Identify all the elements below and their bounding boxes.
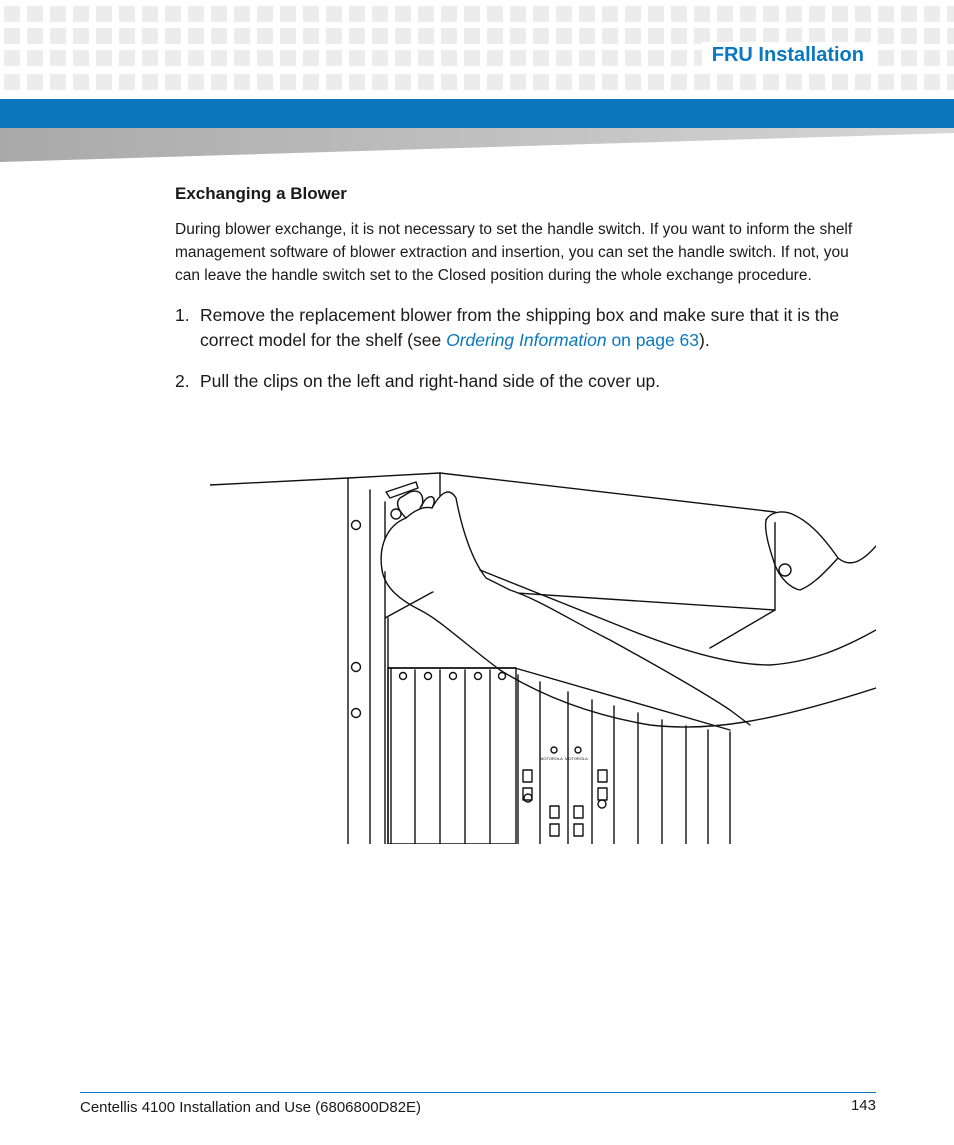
header-grid-square <box>211 28 227 44</box>
header-grid-square <box>418 28 434 44</box>
header-grid-square <box>533 6 549 22</box>
header-grid-square <box>855 74 871 90</box>
header-grid-square <box>188 50 204 66</box>
header-grid-square <box>947 74 954 90</box>
header-grid-square <box>924 74 940 90</box>
header-grid-square <box>924 6 940 22</box>
header-grid-square <box>901 6 917 22</box>
blower-removal-illustration <box>210 470 876 844</box>
subsection-heading: Exchanging a Blower <box>175 184 347 203</box>
header-grid-square <box>441 74 457 90</box>
header-grid-square <box>234 74 250 90</box>
step-text-after: ). <box>699 330 710 350</box>
header-grid-square <box>878 74 894 90</box>
header-grid-square <box>349 50 365 66</box>
header-grid-square <box>625 74 641 90</box>
header-grid-square <box>533 74 549 90</box>
header-grid-square <box>579 6 595 22</box>
header-grid-square <box>602 50 618 66</box>
footer-page-number: 143 <box>850 1097 876 1114</box>
header-grid-square <box>50 50 66 66</box>
header-grid-square <box>349 74 365 90</box>
header-grid-square <box>395 28 411 44</box>
header-grid-square <box>418 6 434 22</box>
ordering-information-link[interactable]: Ordering Information <box>446 330 607 350</box>
header-grid-square <box>165 6 181 22</box>
header-grid-square <box>786 74 802 90</box>
header-grid-square <box>556 6 572 22</box>
header-grid-square <box>901 50 917 66</box>
card-label: MOTOROLA <box>565 756 588 761</box>
header-grid-square <box>464 74 480 90</box>
header-grid-square <box>50 6 66 22</box>
header-grid-square <box>119 6 135 22</box>
header-grid-square <box>303 74 319 90</box>
header-grid-square <box>924 50 940 66</box>
header-grid-square <box>395 74 411 90</box>
header-grid-square <box>165 50 181 66</box>
header-grid-square <box>418 50 434 66</box>
footer-divider <box>80 1092 876 1093</box>
intro-paragraph: During blower exchange, it is not necessary to set the handle switch. If you want to inform the shelf management software of blower extraction and insertion, you can set the handle switch. If not, you can leave the handle switch set to the Closed position during the whole exchange procedure. <box>175 221 853 284</box>
footer-document-title: Centellis 4100 Installation and Use (6806800D82E) <box>80 1099 422 1116</box>
header-grid-square <box>901 28 917 44</box>
header-grid-square <box>671 28 687 44</box>
section-title: FRU Installation <box>702 42 872 69</box>
header-grid-square <box>326 74 342 90</box>
header-grid-square <box>188 28 204 44</box>
header-grid-square <box>671 50 687 66</box>
header-grid-square <box>924 28 940 44</box>
header-grid-square <box>326 50 342 66</box>
header-grid-square <box>280 50 296 66</box>
header-grid-square <box>27 50 43 66</box>
header-grid-square <box>878 28 894 44</box>
header-gray-wedge <box>0 128 954 164</box>
header-grid-square <box>50 74 66 90</box>
header-grid-square <box>326 28 342 44</box>
step-text <box>200 303 875 353</box>
header-grid-square <box>855 6 871 22</box>
header-grid-square <box>50 28 66 44</box>
header-grid-square <box>142 50 158 66</box>
header-grid-square <box>165 74 181 90</box>
right-hand-on-clip <box>766 512 876 590</box>
header-grid-square <box>510 50 526 66</box>
header-grid-square <box>441 50 457 66</box>
step-text-before: Remove the replacement blower from the shipping box and make sure that it is the correct model for the shelf (see <box>200 305 840 350</box>
card-cage <box>388 618 730 844</box>
header-grid-square <box>694 6 710 22</box>
header-grid-square <box>464 6 480 22</box>
header-grid-square <box>625 28 641 44</box>
card-label: MOTOROLA <box>540 756 563 761</box>
procedure-steps <box>175 303 875 394</box>
header-grid-square <box>188 6 204 22</box>
header-grid-square <box>763 6 779 22</box>
header-grid-square <box>303 50 319 66</box>
header-grid-square <box>786 6 802 22</box>
header-grid-square <box>96 74 112 90</box>
header-grid-square <box>4 74 20 90</box>
header-grid-square <box>73 74 89 90</box>
header-grid-square <box>280 28 296 44</box>
header-grid-square <box>671 6 687 22</box>
header-grid-square <box>372 28 388 44</box>
header-grid-square <box>372 6 388 22</box>
header-grid-square <box>27 28 43 44</box>
header-grid-square <box>280 6 296 22</box>
header-grid-square <box>165 28 181 44</box>
header-grid-square <box>188 74 204 90</box>
header-grid-square <box>303 28 319 44</box>
header-grid-square <box>418 74 434 90</box>
header-grid-square <box>234 28 250 44</box>
header-grid-square <box>625 50 641 66</box>
header-grid-square <box>556 28 572 44</box>
header-grid-square <box>280 74 296 90</box>
header-grid-square <box>234 50 250 66</box>
header-grid-square <box>119 50 135 66</box>
header-grid-square <box>96 28 112 44</box>
header-grid-square <box>832 6 848 22</box>
header-grid-square <box>579 28 595 44</box>
header-grid-square <box>211 74 227 90</box>
header-grid-square <box>510 28 526 44</box>
header-grid-square <box>441 6 457 22</box>
step-2 <box>175 369 875 394</box>
header-grid-square <box>533 28 549 44</box>
header-grid-square <box>625 6 641 22</box>
header-grid-square <box>717 6 733 22</box>
header-grid-square <box>349 28 365 44</box>
header-grid-square <box>510 74 526 90</box>
header-grid-square <box>832 74 848 90</box>
header-grid-square <box>556 50 572 66</box>
header-grid-square <box>395 50 411 66</box>
header-grid-square <box>487 74 503 90</box>
header-grid-square <box>372 50 388 66</box>
header-grid-square <box>763 74 779 90</box>
header-grid-square <box>257 50 273 66</box>
header-grid-square <box>96 50 112 66</box>
header-grid-square <box>73 6 89 22</box>
header-grid-square <box>556 74 572 90</box>
header-grid-square <box>349 6 365 22</box>
header-grid-square <box>4 6 20 22</box>
header-grid-square <box>234 6 250 22</box>
header-grid-square <box>694 74 710 90</box>
header-grid-square <box>510 6 526 22</box>
header-grid-square <box>648 50 664 66</box>
header-grid-square <box>4 50 20 66</box>
step-1 <box>175 303 875 353</box>
step-text: Pull the clips on the left and right-hand side of the cover up. <box>200 371 661 391</box>
header-grid-square <box>648 74 664 90</box>
header-grid-square <box>809 74 825 90</box>
header-grid-square <box>487 28 503 44</box>
header-grid-square <box>878 6 894 22</box>
header-grid-square <box>579 50 595 66</box>
header-grid-square <box>395 6 411 22</box>
header-grid-square <box>809 6 825 22</box>
header-grid-square <box>119 74 135 90</box>
header-grid-square <box>372 74 388 90</box>
page-reference-link[interactable]: on page 63 <box>606 330 700 350</box>
header-grid-square <box>211 50 227 66</box>
header-grid-square <box>602 74 618 90</box>
step-number: 2. <box>175 371 190 391</box>
header-grid-square <box>740 6 756 22</box>
header-grid-square <box>533 50 549 66</box>
header-grid-square <box>602 6 618 22</box>
header-blue-band <box>0 99 954 128</box>
header-grid-square <box>602 28 618 44</box>
header-grid-square <box>142 28 158 44</box>
header-grid-square <box>648 6 664 22</box>
header-grid-square <box>257 74 273 90</box>
header-grid-square <box>27 74 43 90</box>
header-grid-square <box>211 6 227 22</box>
header-grid-square <box>579 74 595 90</box>
header-grid-square <box>142 6 158 22</box>
header-grid-square <box>878 50 894 66</box>
header-grid-square <box>4 28 20 44</box>
step-number: 1. <box>175 305 190 325</box>
header-grid-square <box>671 74 687 90</box>
header-grid-square <box>303 6 319 22</box>
header-grid-square <box>947 6 954 22</box>
header-grid-square <box>487 6 503 22</box>
main-content <box>175 184 875 410</box>
header-grid-square <box>119 28 135 44</box>
header-grid-square <box>73 50 89 66</box>
header-grid-square <box>257 28 273 44</box>
header-grid-square <box>73 28 89 44</box>
header-grid-square <box>901 74 917 90</box>
header-grid-square <box>717 74 733 90</box>
header-grid-square <box>464 50 480 66</box>
header-grid-square <box>96 6 112 22</box>
header-grid-square <box>947 50 954 66</box>
header-grid-square <box>648 28 664 44</box>
header-grid-square <box>441 28 457 44</box>
header-grid-square <box>464 28 480 44</box>
header-grid-square <box>487 50 503 66</box>
header-grid-square <box>740 74 756 90</box>
header-grid-square <box>27 6 43 22</box>
header-grid-square <box>142 74 158 90</box>
header-grid-square <box>326 6 342 22</box>
header-grid-square <box>257 6 273 22</box>
header-grid-square <box>947 28 954 44</box>
